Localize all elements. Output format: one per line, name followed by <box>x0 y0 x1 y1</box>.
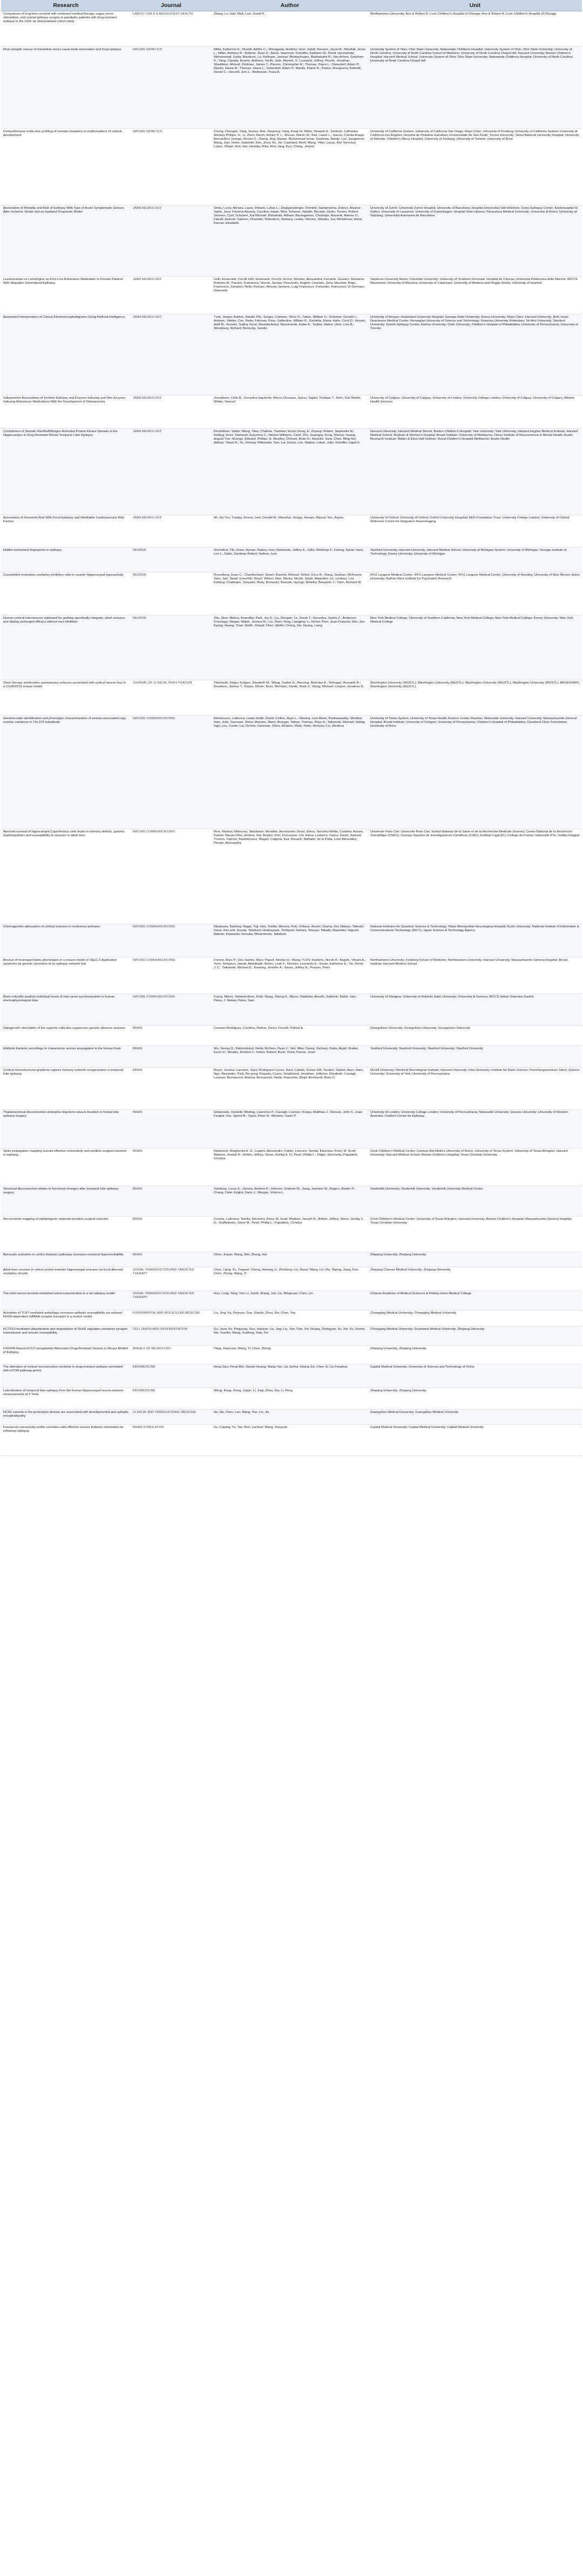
cell-journal: BRAIN <box>131 1026 212 1046</box>
cell-author: Ivelli, Emanuele; Cerulli Irelli, Emanuele; Cocchi, Enrico; Morano, Alessandra; Ferrante, Guarino; Giordano, Roberta W.; Panzini, Francesca; Viconti, Jacopo; Pascarella, Angelo; Casciato, Sara; Maurizio; Brigo, Francesco; Zamponi, Nelia; Fisicaro, Alessia; Iannone, Luigi Francesco; Fortunato, Francesco; Di Gennaro, Giancarlo <box>212 277 368 315</box>
cell-journal: SIGNAL TRANSDUCTION AND TARGETED THERAPY <box>131 1267 212 1291</box>
cell-unit: Guangzhou Medical University; Guangzhou Medical University <box>368 1410 582 1425</box>
cell-journal: BRAIN <box>131 1068 212 1110</box>
cell-research: Hidden behavioral fingerprints in epilepsy <box>1 548 131 572</box>
cell-unit: University of Calgary; University of Calgary; University of London; University College London; University of Calgary; University of Calgary; Alberta Health Services <box>368 395 582 429</box>
cell-research: Human cortical interneurons optimized for grafting specifically integrate, abort seizures, and display prolonged efficacy without over-inhibition <box>1 616 131 680</box>
cell-journal: NATURE COMMUNICATIONS <box>131 958 212 994</box>
cell-journal: JAMA NEUROLOGY <box>131 429 212 515</box>
table-row <box>1 395 582 429</box>
cell-research: Cannabidiol modulates excitatory-inhibitory ratio to counter hippocampal hyperactivity <box>1 572 131 616</box>
cell-unit: University of London; University College London; University of Pennsylvania; Newcastle University; Queens University; University of Western Australia; Chalfont Centre for Epilepsy <box>368 1110 582 1149</box>
table-row <box>1 1388 582 1410</box>
table-row <box>1 1149 582 1186</box>
cell-author: Yang, Xiaoxuan; Wang, Yi; Chen, Zhong <box>212 1346 368 1364</box>
cell-research: Structural disconnection relates to functional changes after temporal lobe epilepsy surgery <box>1 1186 131 1217</box>
table-row <box>1 47 582 129</box>
table-row <box>1 11 582 47</box>
cell-unit: University of California System; University of California San Diego; Mayo Clinic; University of Freiburg; University of California System; University of California Los Angeles; Hospital de Pediatria Garrahan; Universidade de Sao Paulo; Yonsei University; Seoul National University Hospital; University of Helsinki; Children's Mercy Hospital; University of Freiburg; University of Toronto; University of Bonn <box>368 129 582 206</box>
cell-unit: Chongqing Medical University; Chongqing Medical University <box>368 1310 582 1327</box>
cell-research: Independent Associations of Incident Epilepsy and Enzyme-Inducing and Non-Enzyme-Inducing Antiseizure Medications With the Development of Osteoporosis <box>1 395 131 429</box>
cell-journal: EBIOMEDICINE <box>131 1388 212 1410</box>
cell-unit: Vanderbilt University; Vanderbilt University; Vanderbilt University Medical Center <box>368 1186 582 1217</box>
table-row <box>1 924 582 958</box>
header-author: Author <box>212 0 368 11</box>
cell-unit: Chinese Academy of Medical Sciences & Peking Union Medical College <box>368 1291 582 1310</box>
table-row <box>1 1026 582 1046</box>
cell-journal: LANCET CHILD & ADOLESCENT HEALTH <box>131 11 212 47</box>
cell-unit: Georgetown University; Georgetown University; Georgetown University <box>368 1026 582 1046</box>
cell-journal: EXPERIMENTAL AND MOLECULAR MEDICINE <box>131 1310 212 1327</box>
cell-research: Chemogenetic attenuation of cortical seizures in nonhuman primates <box>1 924 131 958</box>
cell-journal: SIGNAL TRANSDUCTION AND TARGETED THERAPY <box>131 1291 212 1310</box>
cell-author: Sainburg, Lucas E.; Janson, Andrew P.; Johnson, Graham W.; Jiang, Jasmine W.; Rogers, Baxter P.; Chang, Catie; Englot, Dario J.; Morgan, Victoria L. <box>212 1186 368 1217</box>
research-table <box>1 0 582 1456</box>
cell-unit: University of Zurich; University Zurich Hospital; University of Barcelona; Hospital Universitari Vall d'Hebron; Swiss Epilepsy Center; Kantonsspital St Gallen; University of Lausanne; University of Copenhagen; Hospital Sirio-Libanes; Paracelsus Medical University; Universita di Roma; University of Salzburg; Universitat Autonoma de Barcelona <box>368 206 582 277</box>
cell-unit: McGill University; Montreal Neurological Institute; Harvard University; Inha University; Institute for Basic Science; Forschungszentrum Julich; Queens University; University of York; University of Pennsylvania <box>368 1068 582 1110</box>
cell-author: Hou, Long; Yang, Yan; Li, Xiaoli; Zhang, Jun; Liu, Mingxuan; Chen, Lin <box>212 1291 368 1310</box>
cell-research: Spike propagation mapping reveals effective connectivity and predicts surgical outcome in epilepsy <box>1 1149 131 1186</box>
cell-author: Fusca, Marco; Siebenhuhner, Felix; Wang, Sheng H.; Myrov, Vladislav; Arnulfo, Gabriele; Nobili, Lino; Palva, J. Matias; Palva, Satu <box>212 994 368 1026</box>
cell-author: Gschwind, Tilo; Zeine, Ayman; Raikov, Ivan; Markowitz, Jeffrey E.; Gillis, Winthrop F.; Felong, Sylvie; Isom, Lori L.; Datta, Sandeep Robert; Soltesz, Ivan <box>212 548 368 572</box>
cell-journal: BRAIN <box>131 1149 212 1186</box>
cell-research: Thalamocortical disconnection underpins long-term seizure freedom in frontal lobe epilepsy surgery <box>1 1110 131 1149</box>
cell-author: Riva, Martina; Moriceau, Stephanie; Morabito, Annunziato; Dossi, Elena; Sanchez-Bellot, Candela; Azzam, Patrick; Navas-Olive, Andrea; Gal, Beatriz; Dori, Francesco; Cid, Elena; Ledonne, Fanny; David, Samuel; Trovero, Fabrice; Bartolomucci, Magali; Coppola, Eva; Rouach, Nathalie; de la Prida, Liset Menendez; Pierani, Alessandra <box>212 829 368 924</box>
table-row <box>1 1291 582 1310</box>
cell-research: The total neuron tyrosine-mediated tunnel concentration in a rat epilepsy model <box>1 1291 131 1310</box>
cell-research: Comparison of long-term survival with continued medical therapy, vagus nerve stimulation, and cranial epilepsy surgery in paediatric patients with drug-resistant epilepsy in the USA: an observational cohort study <box>1 11 131 47</box>
table-row <box>1 515 582 548</box>
cell-author: Zhu, Qian; Mishra, Anandika; Park, Joy S.; Liu, Dongxin; Le, Derek T.; Gonzalez, Sasha Z.; Anderson-Crannage, Megan; Walsh, Jessica M.; Liu, Zhen; Yang, Liangjing; Li, Xinhui; Pare, Jean-Francois; Kim, Jae-Kyung; Huang, Yiran; Smith, Yoland; Chen, Weilin; Cheng, Xin; Huang, Liang <box>212 616 368 680</box>
header-row <box>1 0 582 11</box>
cell-author: Montanucci, Ludovica; Lewis-Smith, David; Collins, Ryan L.; Niestroj, Lisa-Marie; Parthasarathy, Shridhar; Xian, Julie; Ganesan, Shiva; Macnee, Marie; Brunger, Tobias; Thomas, Rhys H.; Talkowski, Michael; Helbig, Ingo; Leu, Costin; Lal, Dennis; Ganesan, Shiva; Mclaren, Mark; Patel, Shreyas; Liu, Wenhua <box>212 716 368 829</box>
cell-author: Miller, Katherine E.; Rivaldi, Adithe C.; Shinagawa, Norihiro; Sran, Sahib; Navarro, Jason B.; Westfall, Jesse L.; Miller, Anthony R.; Roberts, Ryan D.; Akula, Vaseman; Schieffer, Kathleen M.; Rand, Harmelinda; Mohammadi, Gada; Mardirosi, Lu; Hollinger, Janisse; Bhattacharjee, Mashabathi R.; Van Arhem, Gretchen K.; Yang, Claudia; Koontz, Anthony; Smith, Julie; Mannik, V.; Leonardi, Jeffrey; Pevnik, Jonathan; Shaddrise, Ahmed; Zoldman, James T.; Pierson, Christopher R.; Thomas, Diana L.; Ostendorf, Adam P.; Mardis, Elaine R.; Thomas, Diana L.; Ostendorf, Adam P.; Mardis, Elaine R.; Poduri, Annapurna; Koboldt, Daniel C.; Hecsick, Erin L.; Bedrosian, Tracy A. <box>212 47 368 129</box>
cell-journal: NEURON <box>131 572 212 616</box>
cell-unit: Zhejiang Chinese Medical University; Zhejiang University <box>368 1267 582 1291</box>
cell-author: Miyakawa, Naohisa; Nagai, Yuji; Hori, Yukiko; Mimura, Koki; Orihara, Asumi; Oyama, Kei; Matsuo, Takeshi; Inoue, Ken-ichi; Suzuki, Takafumi; Hirabayashi, Toshiyuki; Suhara, Tetsuya; Takada, Masahiko; Higuchi, Makoto; Kawasaki, Keisuke; Minamimoto, Takafumi <box>212 924 368 958</box>
cell-unit: University of Texas System; University of Texas Health Science Center Houston; Newcastle University; Harvard University; Massachusetts General Hospital; Broad Institute; University of Cologne; University of Pennsylvania; Children's Hospital of Philadelphia; Cleveland Clinic Foundation; University of Bonn <box>368 716 582 829</box>
cell-research: KCTD13-mediated ubiquitination and degradation of GluN1 regulates excitatory synaptic transmission and seizure susceptibility <box>1 1327 131 1346</box>
cell-unit: National Institutes for Quantum Science & Technology; Tokyo Metropolitan Neurological Hospital; Kyoto University; National Institute of Information & Communications Technology (NICT); Japan Science & Technology Agency <box>368 924 582 958</box>
cell-unit: Harvard University; Harvard Medical School; Boston Children's Hospital; Yale University; Yale University; Howard Hughes Medical Institute; Harvard Medical School; Brigham & Women's Hospital; Broad Institute; University of Melbourne; Florey Institute of Neuroscience & Mental Health; Austin Research Institute; Walter & Eliza Hall Institute; Royal Children's Hospital Melbourne; Austin Health <box>368 429 582 515</box>
cell-research: Lateralization of temporal lobe epilepsy from the human hippocampal neuron network measurements at 3 Tesla <box>1 1388 131 1410</box>
table-row <box>1 1186 582 1217</box>
cell-unit: Cook Children's Medical Center; Campus Bio-Medico University of Rome; University of Texas System; University of Texas Arlington; Harvard University; Harvard Medical School; Boston Children's Hospital; Texas Christian University <box>368 1149 582 1186</box>
cell-journal: JAMA NEUROLOGY <box>131 395 212 429</box>
table-row <box>1 994 582 1026</box>
cell-unit: University of Glasgow; University of Helsinki; Aalto University; Universita di Genova; IRCCS Istituto Giannina Gaslini <box>368 994 582 1026</box>
cell-journal: JAMA NEUROLOGY <box>131 515 212 548</box>
cell-author: Chung, Changuk; Yang, Xiaoxu; Bae, Taejeong; Vong, Keng Ioi; Mittal, Swapnil H.; Donkels, Catharina; Westley Phillips, H.; Li, Zhen; Marsh, Ashley P. L.; Breuss, Martin W.; Ball, Laurel L.; Garcia, Camila Araujo Bernardino; George, Renee D.; Zhang, Jing; Nawaz, Muhammad Imran; Kaufman, Nataly; Lee, Sangmoon; Wang, Jiao; Howe, Gabrielle; Kim, Jinsu; Ko, Jin; Copeland, Brett; Wang, Yifan; Lucas, Kim Veronica; Lopez, Dhayn; Kim, Ilan; Hosaka, Rika; Won Jang, Kyu; Chong, Jinwoo <box>212 129 368 206</box>
cell-research: CRISPR-Based KCC2 Upregulation Attenuates Drug-Resistant Seizure in Mouse Models of Epilepsy <box>1 1346 131 1364</box>
cell-research: Astrocytic activation in cortico-thalamic pathways increases neuronal hyperexcitability <box>1 1252 131 1267</box>
cell-research: Functional connectivity profile correlates with effective seizure thalamic stimulation for refractory epilepsy <box>1 1425 131 1456</box>
cell-journal: EBIOMEDICINE <box>131 1364 212 1388</box>
table-row <box>1 829 582 924</box>
cell-journal: BRAIN <box>131 1252 212 1267</box>
cell-research: Activation of TLR7-mediated autophagy increases epileptic susceptibility via reduced KIF5A-dependent GABAA receptor transport in a murine model <box>1 1310 131 1327</box>
cell-research: Adult-born neurons in critical period maintain hippocampal seizures via local aberrant excitatory circuits <box>1 1267 131 1291</box>
cell-journal: JOURNAL OF CLINICAL INVESTIGATION <box>131 680 212 716</box>
cell-unit: Capital Medical University; Capital Medical University; Capital Medical University <box>368 1425 582 1456</box>
table-row <box>1 315 582 395</box>
cell-author: Josephson, Colin B.; Gonzalez-Izquierdo, Arturo; Denaxas, Spiros; Sajobi, Tolulope T.; Klein, Karl Martin; Wiebe, Samuel <box>212 395 368 429</box>
cell-author: Wu, Teresa Q.; Kaboodvand, Neda; McGinn, Ryan J.; Veit, Mike; Davey, Zachary; Datta, Anjali; Graber, Kevin D.; Meador, Kimford J.; Fisher, Robert; Buch, Vivek; Parvizi, Josef <box>212 1046 368 1068</box>
cell-author: Takahashi, Keigo; Eultgen, Elizabeth M.; Wang, Sophie H.; Rensing, Nicholas R.; Nelvagal, Hemanth R.; Dearborn, Joshua T.; Danos, Olivier; Buss, Nicholas; Sands, Mark S.; Wong, Michael; Cooper, Jonathan D. <box>212 680 368 716</box>
table-row <box>1 1252 582 1267</box>
cell-journal: NATURE GENETICS <box>131 129 212 206</box>
cell-research: Multisite thalamic recordings to characterize seizure propagation in the human brain <box>1 1046 131 1068</box>
cell-journal: NATURE GENETICS <box>131 47 212 129</box>
cell-research: Cortical microstructural gradients capture memory network reorganization in temporal lobe epilepsy <box>1 1068 131 1110</box>
cell-research: Levetiracetam vs Lamotrigine as First-Line Antiseizure Medication in Female Patients With Idiopathic Generalized Epilepsy <box>1 277 131 315</box>
table-row <box>1 277 582 315</box>
cell-research: HCN1 variants in the proteolysis domain are associated with developmental and epileptic encephalopathy <box>1 1410 131 1425</box>
cell-journal: NATURE COMMUNICATIONS <box>131 994 212 1026</box>
cell-research: Rescue of neurospychiatric phenotypes in a mouse model of 16p11.2 duplication syndrome by genetic correction of an epilepsy network hub <box>1 958 131 994</box>
cell-unit: Zhejiang University; Zhejiang University <box>368 1252 582 1267</box>
table-row <box>1 548 582 572</box>
cell-author: Tveit, Jesper; Aurlien, Harald; Plis, Sergey; Calhoun, Vince D.; Tatum, William O.; Schomer, Donald L.; Arntsen, Vibeke; Cox, Fieke; Fahoum, Firas; Gallentine, William B.; Gardella, Elena; Hahn, Cecil D.; Husain, Aatif M.; Kessler, Sudha; Kural, Mustafa Aykut; Nascimento, Fabio A.; Tankisi, Hatice; Ulvin, Line B.; Wennberg, Richard; Beniczky, Sandor <box>212 315 368 395</box>
cell-unit: University System of Ohio; Ohio State University; Nationwide Childrens Hospital; University System of Ohio; Ohio State University; University of North Carolina; University of North Carolina School of Medicine; University of North Carolina Chapel Hill; Harvard University; Boston Children's Hospital; Harvard Medical School; University System of Ohio; Ohio State University; Nationwide Childrens Hospital; University of North Carolina; University of North Carolina Chapel Hill <box>368 47 582 129</box>
table-row <box>1 206 582 277</box>
cell-author: Gu, Juan; Ke, Pingyang; Guo, Haokun; Liu, Jing; Liu, Yan; Tian, Xin; Huang, Zhongyan; Xu, Xin; Xu, Demei; Ma, Yuanlin; Wang, Xuefeng; Xiao, Fei <box>212 1327 368 1346</box>
cell-author: Chen, Jinyan; Wang, Wei; Zhang, Hui <box>212 1252 368 1267</box>
cell-author: Hong Gao; Peng Wei; Xiaobo Huang; Wang Yan; Liu Junhui; Huang Xin; Chen Xi; Liu Fenghua <box>212 1364 368 1388</box>
cell-journal: NATURE COMMUNICATIONS <box>131 716 212 829</box>
cell-unit: Washington University (WUSTL); Washington University (WUSTL); Washington University (WUSTL); Washington University (WUSTL); REGENXBIO; Washington University (WUSTL) <box>368 680 582 716</box>
cell-author: Xu, Cuiping; Yu, Tao; Ren, Liankun; Wang, Xueyuan <box>212 1425 368 1456</box>
cell-journal: NATURE COMMUNICATIONS <box>131 924 212 958</box>
cell-author: Zhang, Lu; Hall, Matt; Lam, Sandi K. <box>212 11 368 47</box>
table-row <box>1 1068 582 1110</box>
table-row <box>1 1346 582 1364</box>
cell-author: He, Na; Chen, Lan; Wang, Yue; Lin, Jie <box>212 1410 368 1425</box>
cell-journal: BRAIN <box>131 1110 212 1149</box>
cell-research: Contribution of Somatic Ras/Raf/Mitogen-Activated Protein Kinase Variants in the Hippocampus in Drug-Resistant Mesial Temporal Lobe Epilepsy <box>1 429 131 515</box>
table-row <box>1 958 582 994</box>
cell-author: Royer, Jessica; Larivière, Sara; Rodriguez-Cruces, Raul; Cabalo, Donna Gift; Tavakol, Shahin; Auer, Hans; Ngo, Alexander; Park, Bo-yong; Paquola, Casey; Smallwood, Jonathan; Jefferies, Elizabeth; Caciagli, Lorenzo; Bernasconi, Andrea; Bernasconi, Neda; Frauscher, Birgit; Bernhardt, Boris C. <box>212 1068 368 1110</box>
table-row <box>1 429 582 515</box>
cell-unit: Stanford University; Stanford University; Stanford University; Stanford University <box>368 1046 582 1068</box>
cell-unit: Cook Children's Medical Center; University of Texas Arlington; Harvard University; Boston Children's Hospital; Massachusetts General Hospital; Texas Christian University <box>368 1217 582 1252</box>
header-unit: Unit <box>368 0 582 11</box>
cell-journal: CELL DEATH AND DIFFERENTIATION <box>131 1327 212 1346</box>
cell-unit: Northwestern University; Feinberg School of Medicine; Northwestern University; Harvard University; Massachusetts General Hospital; Broad Institute; Harvard Medical School <box>368 958 582 994</box>
cell-unit: University of Oxford; University of Oxford; Oxford University Hospitals NHS Foundation Trust; University College London; University of Oxford; Wellcome Centre for Integrative Neuroimaging <box>368 515 582 548</box>
cell-research: Gene therapy ameliorates spontaneous seizures associated with cortical neuron loss in a Cln2R207X mouse model <box>1 680 131 716</box>
table-row <box>1 1310 582 1327</box>
table-row <box>1 129 582 206</box>
cell-author: Rosenberg, Evan C.; Chamberland, Simon; Bazelot, Michael; Nebet, Erica R.; Wang, Xiaohan; McKenzie, Sam; Jain, Swati; Greenhill, Stuart; Wilson, Max; Marley, Nicole; Salah, Alejandro; Lin, Lindsey; Lou, Kaifang; Chatterjee, Sreyashi; Rudy, Bernardo; Buzsaki, Gyorgy; Whalley, Benjamin J.; Tsien, Richard W. <box>212 572 368 616</box>
cell-unit: Chongqing Medical University; Southwest Medical University; Zhejiang University <box>368 1327 582 1346</box>
cell-unit: Sapienza University Rome; Columbia University; University of Southern Denmark; Hospital de Clinicas; Universita Politecnica delle Marche; IRCCS Neuromed; University of Messina; University of Catanzaro; University of Modena and Reggio Emilia; University of Istanbul <box>368 277 582 315</box>
table-row <box>1 1110 582 1149</box>
table-row <box>1 1410 582 1425</box>
table-row <box>1 572 582 616</box>
cell-unit: Capital Medical University; University of Science and Technology of China <box>368 1364 582 1388</box>
cell-author: Gkiatsoulis, Danielle; Binding, Lawrence P.; Caciagli, Lorenzo; Koepp, Matthias J.; Duncan, John S.; Xiao, Fenglai; Vos, Sjoerd B.; Taylor, Peter N.; Winston, Gavin P. <box>212 1110 368 1149</box>
table-row <box>1 1267 582 1291</box>
table-row <box>1 1217 582 1252</box>
cell-research: Automated Interpretation of Clinical Electroencephalograms Using Artificial Intelligence <box>1 315 131 395</box>
cell-journal: NATURE COMMUNICATIONS <box>131 829 212 924</box>
cell-research: Genome-wide identification and phenotypic characterization of seizure-associated copy number variations in 741,075 individuals <box>1 716 131 829</box>
cell-journal: JAMA NEUROLOGY <box>131 277 212 315</box>
cell-journal: BRAIN <box>131 1186 212 1217</box>
cell-author: Liu, Jing; Xu, Peiyuan; Guo, Xiaolin; Zhou, Xin; Chen, Yan <box>212 1310 368 1327</box>
cell-journal: JAMA NEUROLOGY <box>131 206 212 277</box>
cell-research: Aberrant survival of hippocampal Cajal-Retzius cells leads to memory deficits, gamma rhythmopathies and susceptibility to seizures in adult mice <box>1 829 131 924</box>
table-row <box>1 616 582 680</box>
table-row <box>1 1425 582 1456</box>
cell-research: Brain criticality predicts individual levels of inter-areal synchronization in human electrophysiological data <box>1 994 131 1026</box>
cell-research: Post-synaptic rescue of mendelian errors cause brain innervation and focal epilepsy <box>1 47 131 129</box>
cell-research: Optogenetic stimulation of the superior colliculus suppresses genetic absence seizures <box>1 1026 131 1046</box>
cell-author: Matarrese, Margherita A. G.; Loppini, Alessandro; Fabbri, Lorenzo; Tamilia, Eleonora; Perry, M. Scott; Madsen, Joseph R.; Bolton, Jeffrey; Stone, Scellig S. D.; Pearl, Phillip L.; Filippi, Simonetta; Papadelis, Christos <box>212 1149 368 1186</box>
cell-research: Non-invasive mapping of epileptogenic networks predicts surgical outcome <box>1 1217 131 1252</box>
cell-unit: NYU Langone Medical Center; NYU Langone Medical Center; NYU Langone Medical Center; University of Reading; University of New Mexico; Aston University; Nathan Kline Institute for Psychiatric Research <box>368 572 582 616</box>
cell-journal: ANNALS OF NEUROLOGY <box>131 1346 212 1364</box>
cell-author: Ali, Xin You; Tunday, Emma; Leal, Donald M.; Manohar, Sanjay; Husain, Masud; Sen, Arjune <box>212 515 368 548</box>
cell-author: Campos-Rodriguez, Carolina; Palmer, Devin; Forcelli, Patrick A. <box>212 1026 368 1046</box>
cell-journal: JAMA NEUROLOGY <box>131 315 212 395</box>
cell-journal: BRAIN <box>131 1046 212 1068</box>
cell-research: Comprehensive multi-omic profiling of somatic mutations in malformations of cortical development <box>1 129 131 206</box>
cell-author: Forrest, Marc P.; Dos Santos, Marc; Piguel, Nicolas H.; Wang, Yi-Zhi; Hawkins, Nicole A.; Bagchi, Vikram A.; Yoon, Sehyoun; Jawad, Abdulkadir; Breen, Leah F.; Dionisio, Leonardo E.; Horan, Katherine E.; Tai, Derek J. C.; Talkowski, Michael E.; Kearney, Jennifer A.; Savas, Jeffrey N.; Penzes, Peter <box>212 958 368 994</box>
header-research: Research <box>1 0 131 11</box>
header-journal: Journal <box>131 0 212 11</box>
cell-research: The alteration of cortical microstructure similarity in drug-resistant epilepsy correlated with mTOR pathway genes <box>1 1364 131 1388</box>
cell-unit: Zhejiang University; Zhejiang University <box>368 1346 582 1364</box>
cell-author: Sinka, Lucia; Abraira, Laura; Imbach, Lukas L.; Zieglgansberger, Dominik; Santamarina, Estevo; Alvarez-Sabin, Jose; Ferreira-Atuesta, Carolina; Katan, Mira; Scherrer, Natalie; Bicciato, Giulio; Terziev, Robert; Simmen, Cyril; Schubert, Kai Michael; Elshahabi, Adham; Baumgartner, Christoph; Rossetti, Andrea O.; Fiorelli, Antonio; Salmon, Charlotte; Tettenborn, Barbara; Leotta, Vinicius; Sittsaku, Isa; Winklehner, Anna; Kanner, Elisabeth <box>212 206 368 277</box>
cell-research: Association of Dementia Risk With Focal Epilepsy and Modifiable Cardiovascular Risk Factors <box>1 515 131 548</box>
table-row <box>1 680 582 716</box>
cell-journal: NEURON <box>131 548 212 572</box>
cell-author: Chen, Lijing; Xu, Yingwei; Cheng, Heming; Li, Zhisheng; Lin, Nanxi; Wang, Lin; Ma, Yeping; Jiang, Fan; Chen, Zhong; Wang, Yi <box>212 1267 368 1291</box>
table-row <box>1 716 582 829</box>
cell-journal: CLINICAL AND TRANSLATIONAL MEDICINE <box>131 1410 212 1425</box>
cell-author: Corona, Ludovica; Tamilia, Eleonora; Perry, M. Scott; Madsen, Joseph R.; Bolton, Jeffrey; Stone, Scellig S. D.; Stufflebeam, Steve M.; Pearl, Phillip L.; Papadelis, Christos <box>212 1217 368 1252</box>
cell-author: Wang, Kang; Xiong, Junjie; Li, Jiaqi; Zhou, Xia; Li, Peng <box>212 1388 368 1410</box>
cell-unit: Northwestern University; Ann & Robert H. Lurie Children's Hospital of Chicago; Ann & Robert H. Lurie Children's Hospital of Chicago <box>368 11 582 47</box>
cell-unit: Stanford University; Harvard University; Harvard Medical School; University of Michigan System; University of Michigan; Georgia Institute of Technology; Emory University; University of Michigan <box>368 548 582 572</box>
cell-unit: New York Medical College; University of Southern California; New York Medical College; New York Medical College; Emory University; New York Medical College <box>368 616 582 680</box>
cell-journal: NEURON <box>131 616 212 680</box>
table-row <box>1 1046 582 1068</box>
table-row <box>1 1364 582 1388</box>
cell-journal: BRAIN STIMULATION <box>131 1425 212 1456</box>
cell-unit: Zhejiang University; Zhejiang University <box>368 1388 582 1410</box>
table-row <box>1 1327 582 1346</box>
cell-unit: Universite Paris Cite; Universite Paris Cite; Institut National de la Sante et de la Recherche Medicale (Inserm); Centre National de la Recherche Scientifique (CNRS); Consejo Superior de Investigaciones Cientificas (CSIC); Instituto Cajal (IC); College de France; Universite PSL; Institut Imagine <box>368 829 582 924</box>
cell-journal: BRAIN <box>131 1217 212 1252</box>
cell-author: Khoshkhoo, Sattar; Wang, Yilan; Chahine, Yasmine; Erson-Omay, E. Zeynep; Robert, Stephanie M.; Kiziltug, Emre; Damisah, Eyiyemisi C.; Nelson-Williams, Carol; Zhu, Guangya; Kong, Wenna; Huang, August Yue; Stronge, Edward; Phillips, H. Westley; Chhouk, Brian H.; Bizzotto, Sara; Chen, Ming Hui; Adikari, Thiuni N.; Ye, Zimeng; Witkowski, Tom; Lai, Dulcie; Lee, Nadine; Lokan, Julie; Scheffer, Ingrid E. <box>212 429 368 515</box>
cell-unit: University of Bergen; Haukeland University Hospital; Georgia State University; Emory University; Mayo Clinic; Harvard University; Beth Israel Deaconess Medical Center; Norwegian University of Science and Technology; Erasmus University Rotterdam; Tel Aviv University; Stanford University; Danish Epilepsy Centre; Aarhus University; Duke University; Children's Hospital of Philadelphia; University of Pennsylvania; University of Toronto <box>368 315 582 395</box>
cell-research: Association of Mortality and Risk of Epilepsy With Type of Acute Symptomatic Seizure After Ischemic Stroke and an Updated Prognostic Model <box>1 206 131 277</box>
